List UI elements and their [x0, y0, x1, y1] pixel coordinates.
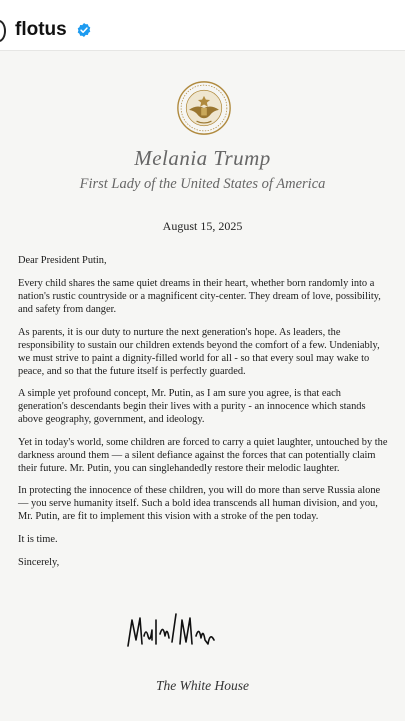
verified-badge-icon: [76, 22, 92, 38]
letter-paragraph: Every child shares the same quiet dreams in their heart, whether born randomly into a nation's rustic countryside or a magnificent city-center. They dream of love, possibility, and safety from danger.: [18, 278, 381, 315]
letterhead-title: First Lady of the United States of America: [79, 176, 326, 192]
post-header: [0, 0, 405, 50]
letter-body: [18, 254, 392, 578]
profile-avatar[interactable]: [0, 20, 6, 42]
letter-footer: The White House: [156, 678, 249, 693]
letter-paragraph: As parents, it is our duty to nurture the next generation's hope. As leaders, the responsibility to sustain our children extends beyond the comfort of a few. Undeniably, we must strive to paint a dignity-filled world for all - so that every soul may wake to peace, and so that the future itself is perfectly guarded.: [18, 326, 380, 377]
username-link[interactable]: flotus: [15, 19, 67, 40]
letter-date: August 15, 2025: [162, 219, 243, 233]
letter-sign-off: Sincerely,: [18, 556, 60, 568]
handwritten-signature-icon: [122, 606, 222, 656]
letter-paragraph: A simple yet profound concept, Mr. Putin, as I am sure you agree, is that each generation's descendants begin their lives with a purity - an innocence which stands above geography, government, and ideology.: [18, 388, 366, 426]
letter-closing-line: It is time.: [18, 533, 58, 545]
letter-paragraph: Yet in today's world, some children are forced to carry a quiet laughter, untouched by the darkness around them — a silent defiance against the forces that can potentially claim their future. Mr. Putin, you can singlehandedly restore their melodic laughter.: [18, 436, 388, 474]
letter-paragraph: In protecting the innocence of these children, you will do more than serve Russia alone — you serve humanity itself. Such a bold idea transcends all human division, and you, Mr. Putin, are fit to implement this vision with a stroke of the pen today.: [18, 485, 381, 523]
presidential-seal-icon: [176, 80, 232, 136]
letterhead-name: Melania Trump: [134, 146, 271, 170]
letter-salutation: Dear President Putin,: [18, 255, 107, 266]
